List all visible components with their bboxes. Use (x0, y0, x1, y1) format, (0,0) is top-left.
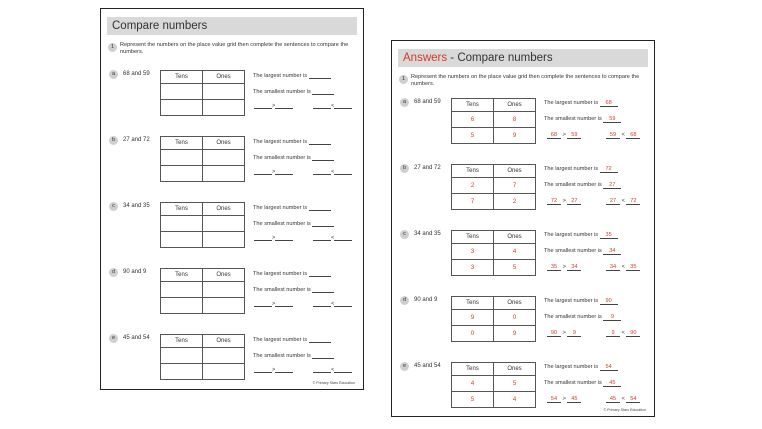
smallest-answer: 59 (603, 116, 621, 123)
part-numbers-label: 27 and 72 (123, 137, 150, 143)
tens-header: Tens (452, 165, 494, 178)
footer-credit: © Primary Stars Education (603, 408, 646, 412)
part-numbers-label: 90 and 9 (414, 297, 438, 303)
lt-right-blank[interactable] (334, 234, 352, 241)
gt-right-answer: 27 (567, 198, 581, 205)
part-letter-badge: e (109, 334, 118, 343)
smallest-answer: 34 (603, 248, 621, 255)
ones-cell[interactable] (202, 84, 244, 100)
smallest-label: The smallest number is (253, 89, 311, 95)
place-value-grid (451, 164, 536, 210)
part-letter-badge: d (400, 296, 409, 305)
part-letter-badge: b (400, 164, 409, 173)
largest-sentence (544, 100, 618, 107)
gt-left-blank[interactable] (254, 366, 272, 373)
part-numbers-label: 45 and 54 (123, 335, 150, 341)
largest-label: The largest number is (544, 298, 599, 304)
lt-right-blank[interactable] (334, 168, 352, 175)
part-letter-badge: c (109, 202, 118, 211)
largest-sentence (253, 138, 331, 145)
largest-sentence (544, 298, 618, 305)
tens-cell: 9 (452, 310, 494, 326)
ones-header: Ones (493, 297, 535, 310)
tens-cell[interactable] (161, 348, 203, 364)
tens-cell: 0 (452, 326, 494, 342)
ones-cell[interactable] (202, 282, 244, 298)
part-letter-badge: c (400, 230, 409, 239)
less-symbol: < (331, 103, 335, 109)
ones-cell: 8 (493, 112, 535, 128)
largest-answer: 35 (600, 232, 618, 239)
smallest-label: The smallest number is (544, 248, 602, 254)
ones-cell[interactable] (202, 348, 244, 364)
smallest-sentence (544, 314, 621, 321)
greater-symbol: > (562, 132, 566, 138)
part-numbers-label: 27 and 72 (414, 165, 441, 171)
place-value-grid (451, 296, 536, 342)
tens-cell: 5 (452, 392, 494, 408)
largest-answer: 68 (600, 100, 618, 107)
greater-than-comparison (254, 102, 293, 109)
greater-symbol: > (562, 198, 566, 204)
greater-than-comparison (547, 132, 581, 139)
largest-sentence (253, 72, 331, 79)
ones-cell: 0 (493, 310, 535, 326)
greater-symbol: > (562, 264, 566, 270)
ones-header: Ones (493, 231, 535, 244)
gt-right-answer: 59 (567, 132, 581, 139)
part-letter-badge: a (400, 98, 409, 107)
part-numbers-label: 68 and 59 (123, 71, 150, 77)
tens-cell[interactable] (161, 100, 203, 116)
smallest-label: The smallest number is (253, 353, 311, 359)
smallest-sentence (253, 286, 334, 293)
smallest-sentence (544, 248, 621, 255)
ones-cell: 4 (493, 244, 535, 260)
largest-label: The largest number is (253, 139, 308, 145)
lt-left-blank[interactable] (313, 102, 331, 109)
answers-title (398, 49, 648, 67)
smallest-sentence (544, 182, 621, 189)
greater-than-comparison (254, 366, 293, 373)
tens-cell[interactable] (161, 216, 203, 232)
gt-left-answer: 35 (547, 264, 561, 271)
smallest-blank[interactable] (312, 154, 334, 161)
gt-right-answer: 9 (567, 330, 581, 337)
ones-cell: 9 (493, 326, 535, 342)
tens-header: Tens (452, 231, 494, 244)
tens-cell: 5 (452, 128, 494, 144)
gt-left-blank[interactable] (254, 102, 272, 109)
place-value-grid (451, 98, 536, 144)
lt-left-blank[interactable] (313, 234, 331, 241)
ones-cell: 9 (493, 128, 535, 144)
largest-sentence (544, 232, 618, 239)
ones-header: Ones (202, 335, 244, 348)
less-than-comparison (606, 396, 640, 403)
greater-symbol: > (272, 235, 276, 241)
less-symbol: < (331, 169, 335, 175)
smallest-label: The smallest number is (253, 287, 311, 293)
place-value-grid (451, 362, 536, 408)
lt-right-answer: 72 (626, 198, 640, 205)
gt-right-blank[interactable] (275, 300, 293, 307)
smallest-blank[interactable] (312, 220, 334, 227)
less-than-comparison (606, 330, 640, 337)
ones-cell: 5 (493, 260, 535, 276)
question-number-badge: 1 (108, 43, 117, 52)
less-than-comparison (606, 264, 640, 271)
smallest-label: The smallest number is (544, 314, 602, 320)
gt-right-answer: 34 (567, 264, 581, 271)
largest-label: The largest number is (544, 232, 599, 238)
smallest-label: The smallest number is (544, 182, 602, 188)
lt-right-blank[interactable] (334, 102, 352, 109)
largest-label: The largest number is (544, 166, 599, 172)
largest-answer: 90 (600, 298, 618, 305)
largest-label: The largest number is (253, 73, 308, 79)
less-symbol: < (331, 367, 335, 373)
instruction-text: Represent the numbers on the place value grid then complete the sentences to compare the numbers. (120, 42, 349, 55)
lt-right-answer: 54 (626, 396, 640, 403)
smallest-answer: 45 (603, 380, 621, 387)
part-letter-badge: e (400, 362, 409, 371)
tens-cell: 3 (452, 244, 494, 260)
smallest-sentence (253, 88, 334, 95)
smallest-answer: 27 (603, 182, 621, 189)
smallest-blank[interactable] (312, 286, 334, 293)
lt-right-answer: 68 (626, 132, 640, 139)
less-than-comparison (313, 366, 352, 373)
tens-header: Tens (161, 71, 203, 84)
ones-header: Ones (202, 269, 244, 282)
tens-header: Tens (161, 269, 203, 282)
gt-left-answer: 54 (547, 396, 561, 403)
tens-cell[interactable] (161, 298, 203, 314)
tens-header: Tens (452, 363, 494, 376)
greater-symbol: > (562, 396, 566, 402)
tens-cell[interactable] (161, 282, 203, 298)
gt-left-answer: 90 (547, 330, 561, 337)
lt-left-blank[interactable] (313, 300, 331, 307)
smallest-label: The smallest number is (253, 221, 311, 227)
tens-header: Tens (161, 203, 203, 216)
smallest-label: The smallest number is (253, 155, 311, 161)
smallest-sentence (253, 154, 334, 161)
tens-cell: 3 (452, 260, 494, 276)
greater-than-comparison (254, 300, 293, 307)
smallest-label: The smallest number is (544, 116, 602, 122)
tens-cell[interactable] (161, 84, 203, 100)
lt-left-blank[interactable] (313, 168, 331, 175)
gt-right-blank[interactable] (275, 102, 293, 109)
less-symbol: < (621, 330, 625, 336)
tens-cell[interactable] (161, 150, 203, 166)
less-symbol: < (621, 132, 625, 138)
largest-label: The largest number is (253, 337, 308, 343)
largest-blank[interactable] (309, 72, 331, 79)
tens-cell[interactable] (161, 232, 203, 248)
largest-sentence (253, 336, 331, 343)
lt-left-answer: 59 (606, 132, 620, 139)
part-letter-badge: b (109, 136, 118, 145)
greater-symbol: > (562, 330, 566, 336)
gt-right-blank[interactable] (275, 366, 293, 373)
place-value-grid (160, 334, 245, 380)
gt-left-answer: 72 (547, 198, 561, 205)
lt-left-answer: 45 (606, 396, 620, 403)
part-numbers-label: 90 and 9 (123, 269, 147, 275)
ones-header: Ones (493, 165, 535, 178)
greater-symbol: > (272, 367, 276, 373)
tens-header: Tens (161, 137, 203, 150)
largest-answer: 54 (600, 364, 618, 371)
gt-left-blank[interactable] (254, 300, 272, 307)
answers-page (391, 40, 655, 417)
largest-blank[interactable] (309, 138, 331, 145)
smallest-sentence (544, 116, 621, 123)
answers-title-prefix: Answers (403, 52, 448, 64)
part-letter-badge: a (109, 70, 118, 79)
gt-right-answer: 45 (567, 396, 581, 403)
lt-right-blank[interactable] (334, 300, 352, 307)
part-numbers-label: 45 and 54 (414, 363, 441, 369)
less-symbol: < (621, 396, 625, 402)
instruction-text: Represent the numbers on the place value grid then complete the sentences to compare the numbers. (411, 74, 640, 87)
greater-than-comparison (254, 234, 293, 241)
greater-than-comparison (547, 330, 581, 337)
smallest-label: The smallest number is (544, 380, 602, 386)
less-than-comparison (313, 234, 352, 241)
ones-cell[interactable] (202, 166, 244, 182)
ones-header: Ones (202, 71, 244, 84)
smallest-sentence (544, 380, 621, 387)
ones-header: Ones (493, 99, 535, 112)
ones-header: Ones (202, 137, 244, 150)
gt-right-blank[interactable] (275, 168, 293, 175)
greater-symbol: > (272, 301, 276, 307)
tens-cell[interactable] (161, 166, 203, 182)
answers-title-separator: - (447, 52, 458, 64)
part-numbers-label: 68 and 59 (414, 99, 441, 105)
lt-left-answer: 9 (606, 330, 620, 337)
lt-right-answer: 35 (626, 264, 640, 271)
tens-header: Tens (161, 335, 203, 348)
smallest-blank[interactable] (312, 352, 334, 359)
tens-cell: 6 (452, 112, 494, 128)
part-letter-badge: d (109, 268, 118, 277)
tens-header: Tens (452, 99, 494, 112)
tens-cell: 7 (452, 194, 494, 210)
place-value-grid (160, 136, 245, 182)
greater-than-comparison (547, 396, 581, 403)
ones-cell[interactable] (202, 232, 244, 248)
place-value-grid (451, 230, 536, 276)
greater-symbol: > (272, 103, 276, 109)
largest-answer: 72 (600, 166, 618, 173)
less-than-comparison (606, 132, 640, 139)
ones-header: Ones (202, 203, 244, 216)
greater-than-comparison (547, 198, 581, 205)
greater-than-comparison (254, 168, 293, 175)
less-symbol: < (621, 264, 625, 270)
largest-label: The largest number is (544, 100, 599, 106)
worksheet-page (100, 8, 364, 390)
smallest-blank[interactable] (312, 88, 334, 95)
greater-than-comparison (547, 264, 581, 271)
question-number-badge: 1 (399, 75, 408, 84)
smallest-sentence (253, 352, 334, 359)
tens-header: Tens (452, 297, 494, 310)
less-symbol: < (331, 235, 335, 241)
footer-credit: © Primary Stars Education (312, 381, 355, 385)
largest-blank[interactable] (309, 270, 331, 277)
answers-title-main: Compare numbers (457, 52, 553, 64)
place-value-grid (160, 268, 245, 314)
gt-left-blank[interactable] (254, 168, 272, 175)
largest-sentence (544, 166, 618, 173)
less-symbol: < (331, 301, 335, 307)
part-numbers-label: 34 and 35 (414, 231, 441, 237)
lt-right-blank[interactable] (334, 366, 352, 373)
ones-cell[interactable] (202, 298, 244, 314)
worksheet-title: Compare numbers (107, 17, 357, 35)
ones-cell: 5 (493, 376, 535, 392)
less-than-comparison (313, 102, 352, 109)
place-value-grid (160, 70, 245, 116)
ones-cell[interactable] (202, 100, 244, 116)
less-than-comparison (606, 198, 640, 205)
largest-label: The largest number is (544, 364, 599, 370)
tens-cell: 2 (452, 178, 494, 194)
tens-cell: 4 (452, 376, 494, 392)
largest-label: The largest number is (253, 271, 308, 277)
part-numbers-label: 34 and 35 (123, 203, 150, 209)
gt-left-answer: 68 (547, 132, 561, 139)
lt-left-answer: 34 (606, 264, 620, 271)
ones-cell[interactable] (202, 150, 244, 166)
lt-left-blank[interactable] (313, 366, 331, 373)
less-symbol: < (621, 198, 625, 204)
lt-right-answer: 90 (626, 330, 640, 337)
gt-right-blank[interactable] (275, 234, 293, 241)
smallest-answer: 9 (603, 314, 621, 321)
largest-sentence (253, 270, 331, 277)
ones-cell[interactable] (202, 216, 244, 232)
ones-cell: 7 (493, 178, 535, 194)
less-than-comparison (313, 168, 352, 175)
place-value-grid (160, 202, 245, 248)
largest-sentence (253, 204, 331, 211)
ones-cell[interactable] (202, 364, 244, 380)
greater-symbol: > (272, 169, 276, 175)
largest-sentence (544, 364, 618, 371)
ones-header: Ones (493, 363, 535, 376)
smallest-sentence (253, 220, 334, 227)
largest-label: The largest number is (253, 205, 308, 211)
ones-cell: 4 (493, 392, 535, 408)
ones-cell: 2 (493, 194, 535, 210)
lt-left-answer: 27 (606, 198, 620, 205)
gt-left-blank[interactable] (254, 234, 272, 241)
largest-blank[interactable] (309, 204, 331, 211)
less-than-comparison (313, 300, 352, 307)
tens-cell[interactable] (161, 364, 203, 380)
largest-blank[interactable] (309, 336, 331, 343)
